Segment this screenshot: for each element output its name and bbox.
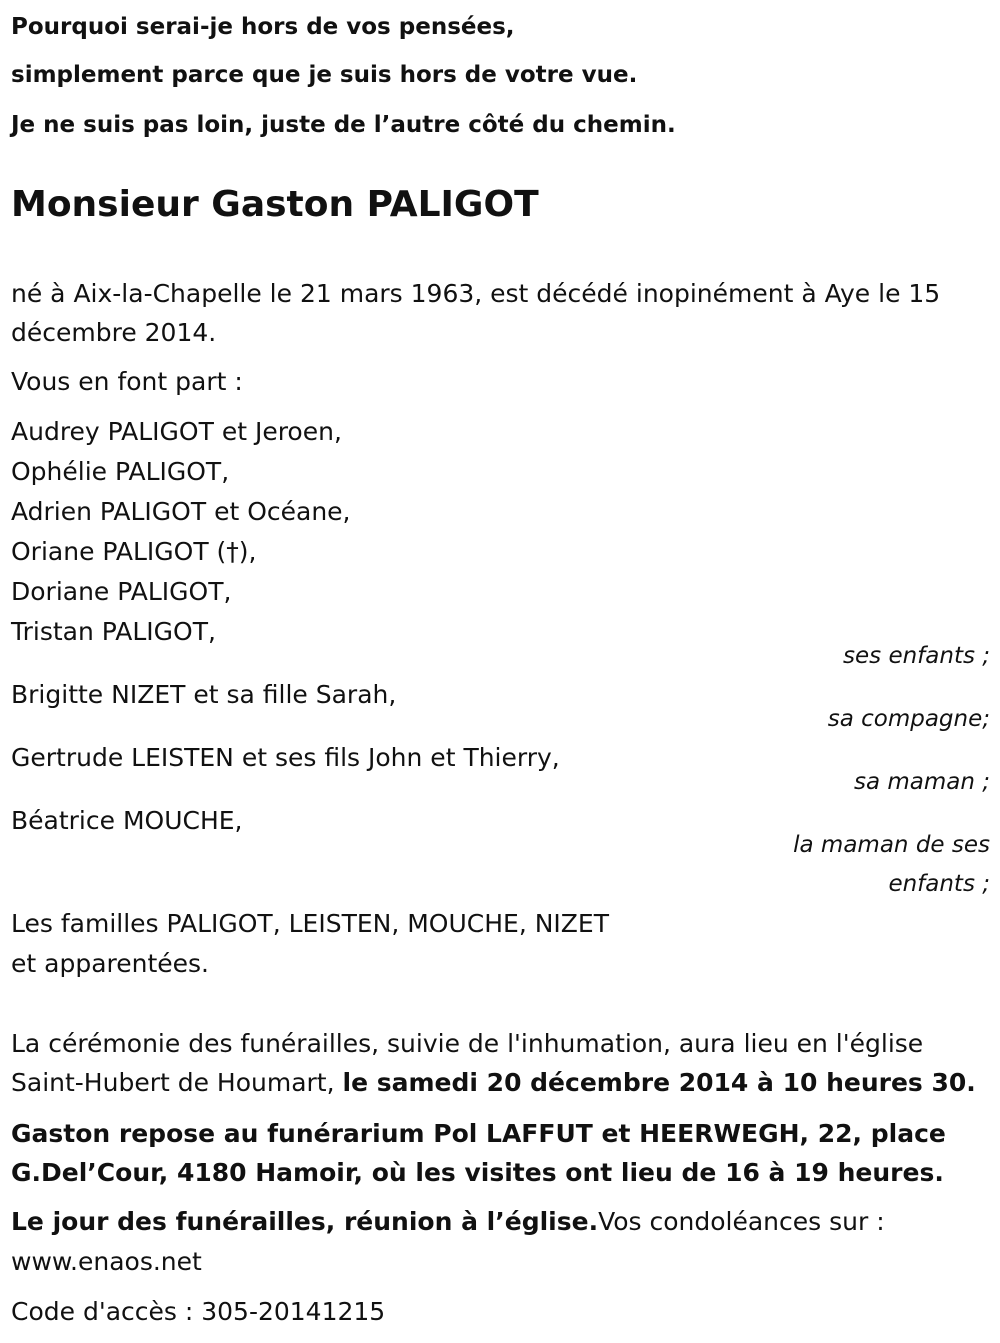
families-line-1: Les familles PALIGOT, LEISTEN, MOUCHE, NIZET <box>11 909 609 938</box>
relation-partner: sa compagne; <box>827 706 990 732</box>
child-2: Ophélie PALIGOT, <box>11 457 230 486</box>
relation-ex-line-2: enfants ; <box>888 871 990 897</box>
relation-children: ses enfants ; <box>843 643 990 669</box>
announce-text: Vous en font part : <box>11 367 243 396</box>
birth-death-line-1: né à Aix-la-Chapelle le 21 mars 1963, est décédé inopinément à Aye le 15 <box>11 279 941 308</box>
meeting-line <box>11 1207 885 1237</box>
mother-name: Gertrude LEISTEN et ses fils John et Thierry, <box>11 743 560 772</box>
funerarium-line-1: Gaston repose au funérarium Pol LAFFUT et HEERWEGH, 22, place <box>11 1119 946 1148</box>
child-5: Doriane PALIGOT, <box>11 577 232 606</box>
ex-partner-name: Béatrice MOUCHE, <box>11 806 243 835</box>
child-3: Adrien PALIGOT et Océane, <box>11 497 351 526</box>
deceased-name: Monsieur Gaston PALIGOT <box>11 184 539 225</box>
relation-mother: sa maman ; <box>853 769 990 795</box>
ceremony-line-2 <box>11 1068 976 1098</box>
access-code: Code d'accès : 305-20141215 <box>11 1297 386 1326</box>
relation-ex-line-1: la maman de ses <box>793 832 990 858</box>
condolences-text: Vos condoléances sur : <box>598 1207 885 1236</box>
funerarium-line-2: G.Del’Cour, 4180 Hamoir, où les visites ont lieu de 16 à 19 heures. <box>11 1158 944 1187</box>
poem-line-1: Pourquoi serai-je hors de vos pensées, <box>11 14 515 40</box>
meeting-notice: Le jour des funérailles, réunion à l’église. <box>11 1207 599 1236</box>
birth-death-line-2: décembre 2014. <box>11 318 217 347</box>
ceremony-place: Saint-Hubert de Houmart, <box>11 1068 343 1097</box>
poem-line-2: simplement parce que je suis hors de votre vue. <box>11 62 638 88</box>
website-link[interactable]: www.enaos.net <box>11 1247 202 1276</box>
poem-line-3: Je ne suis pas loin, juste de l’autre côté du chemin. <box>11 112 676 138</box>
child-6: Tristan PALIGOT, <box>11 617 216 646</box>
families-line-2: et apparentées. <box>11 949 209 978</box>
ceremony-line-1: La cérémonie des funérailles, suivie de l'inhumation, aura lieu en l'église <box>11 1029 924 1058</box>
child-1: Audrey PALIGOT et Jeroen, <box>11 417 342 446</box>
partner-name: Brigitte NIZET et sa fille Sarah, <box>11 680 397 709</box>
child-4: Oriane PALIGOT (†), <box>11 537 257 566</box>
ceremony-date: le samedi 20 décembre 2014 à 10 heures 30. <box>342 1068 976 1097</box>
